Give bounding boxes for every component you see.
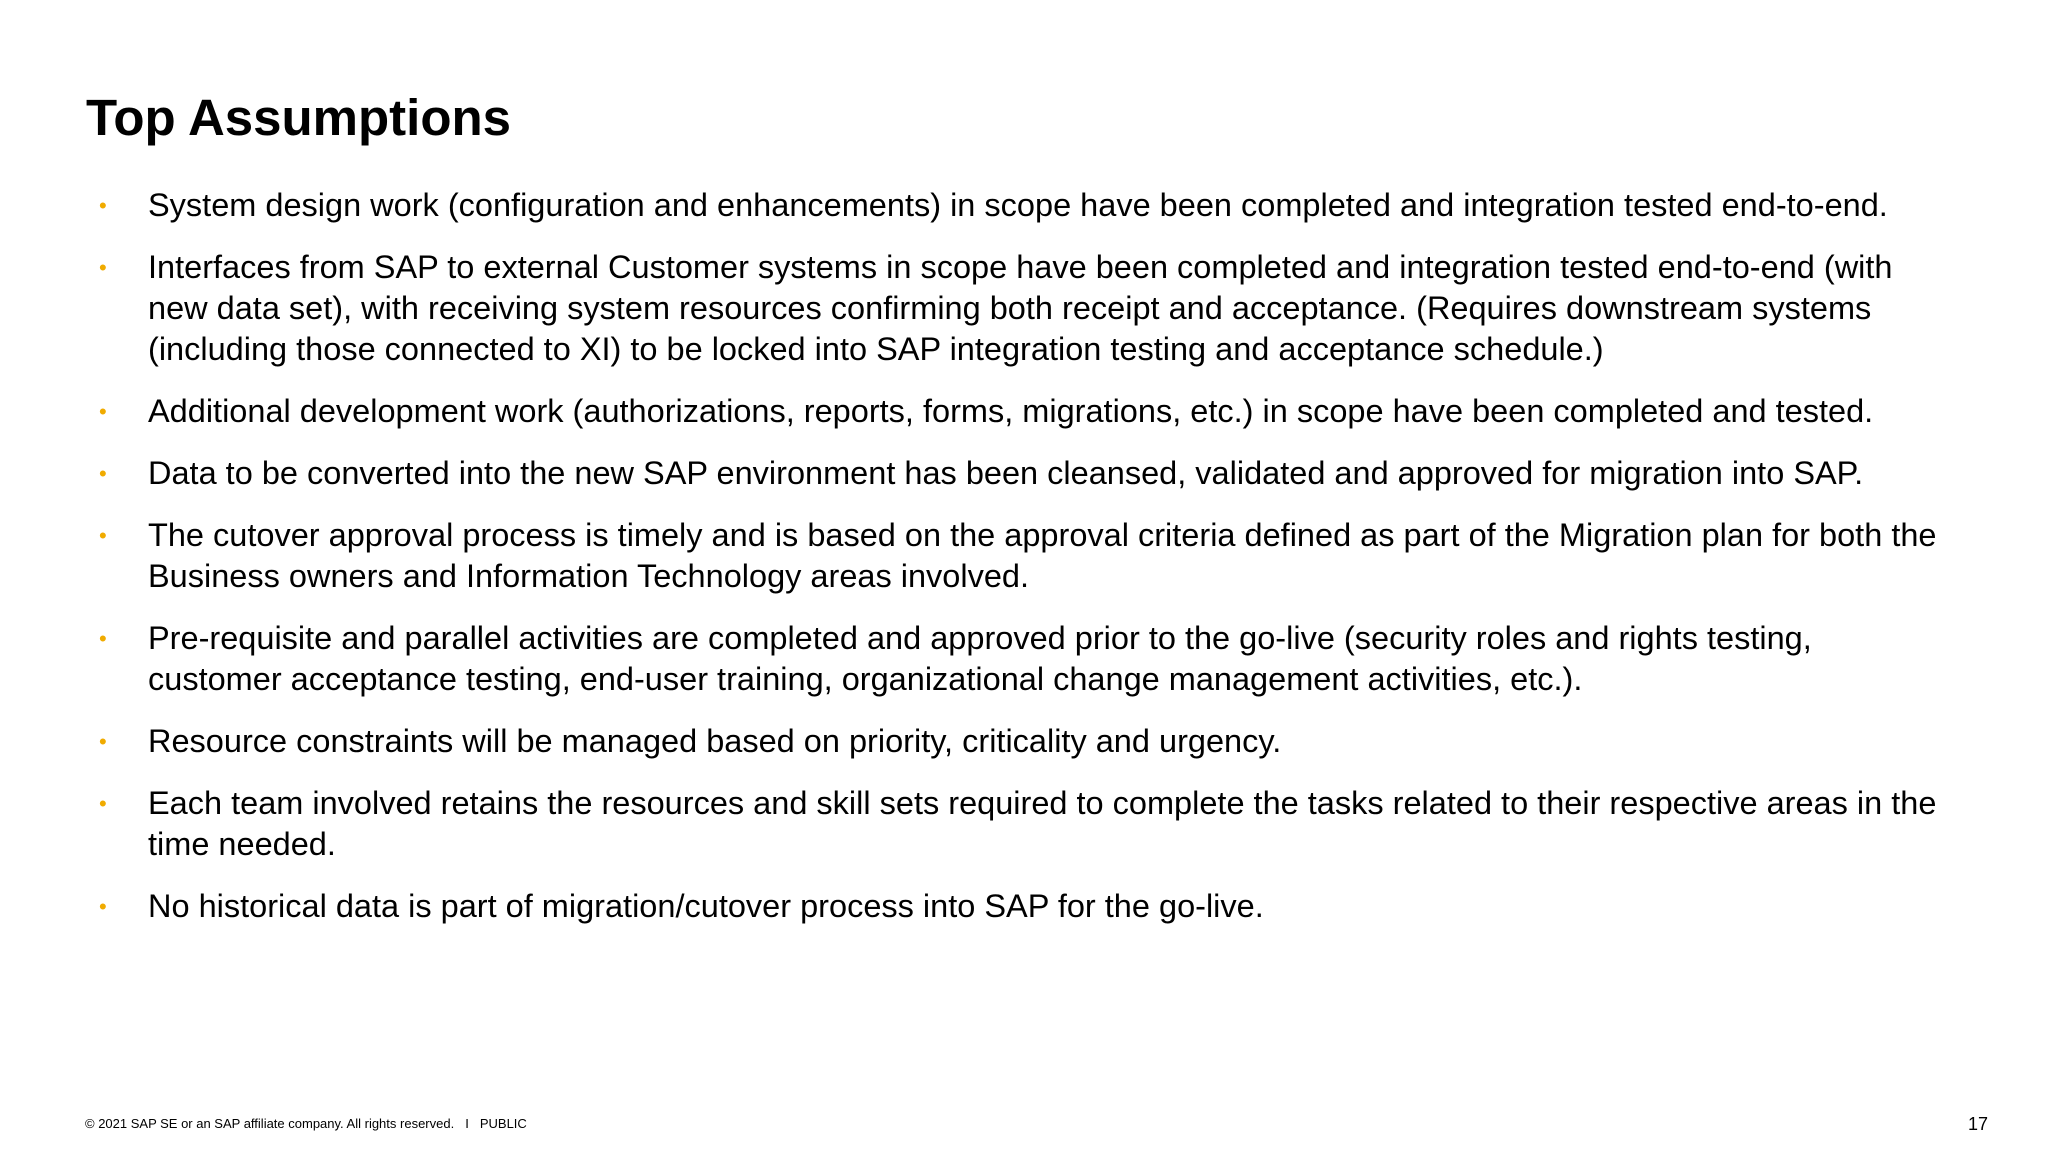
- bullet-text: Additional development work (authorizations, reports, forms, migrations, etc.) in scope have been completed and tested.: [148, 393, 1874, 429]
- bullet-icon: •: [99, 193, 107, 218]
- bullet-text: Data to be converted into the new SAP environment has been cleansed, validated and approved for migration into SAP.: [148, 455, 1864, 491]
- bullet-icon: •: [99, 791, 107, 816]
- list-item: [86, 886, 1886, 927]
- slide-title: Top Assumptions: [86, 89, 511, 146]
- bullet-text: Pre-requisite and parallel activities are completed and approved prior to the go-live (security roles and rights testing, customer acceptance testing, end-user training, organizational change management activities, etc.).: [148, 620, 1812, 697]
- bullet-text: Interfaces from SAP to external Customer systems in scope have been completed and integration tested end-to-end (with new data set), with receiving system resources confirming both receipt and acceptance. (Requires downstream systems (including those connected to XI) to be locked into SAP integration testing and acceptance schedule.): [148, 249, 1893, 367]
- list-item: [86, 247, 1893, 370]
- list-item: [86, 515, 1937, 597]
- bullet-icon: •: [99, 523, 107, 548]
- bullet-icon: •: [99, 729, 107, 754]
- classification-label: PUBLIC: [479, 1116, 527, 1131]
- list-item: [86, 721, 1886, 762]
- bullet-text: Resource constraints will be managed based on priority, criticality and urgency.: [148, 723, 1282, 759]
- bullet-text: No historical data is part of migration/cutover process into SAP for the go-live.: [148, 888, 1264, 924]
- bullet-text: The cutover approval process is timely and is based on the approval criteria defined as part of the Migration plan for both the Business owners and Information Technology areas involved.: [148, 517, 1937, 594]
- copyright-text: © 2021 SAP SE or an SAP affiliate company. All rights reserved.: [85, 1116, 455, 1131]
- bullet-text: System design work (configuration and enhancements) in scope have been completed and integration tested end-to-end.: [148, 187, 1888, 223]
- list-item: [86, 453, 1886, 494]
- list-item: [86, 783, 1937, 865]
- assumptions-list: [86, 185, 1937, 948]
- page-number: 17: [1967, 1114, 1988, 1134]
- bullet-text: Each team involved retains the resources and skill sets required to complete the tasks related to their respective areas in the time needed.: [148, 785, 1937, 862]
- bullet-icon: •: [99, 894, 107, 919]
- list-item: [86, 185, 1886, 226]
- footer-copyright: [85, 1116, 527, 1132]
- bullet-icon: •: [99, 626, 107, 651]
- bullet-icon: •: [99, 461, 107, 486]
- bullet-icon: •: [99, 399, 107, 424]
- list-item: [86, 618, 1886, 700]
- footer-separator: I: [465, 1116, 469, 1131]
- list-item: [86, 391, 1886, 432]
- bullet-icon: •: [99, 255, 107, 280]
